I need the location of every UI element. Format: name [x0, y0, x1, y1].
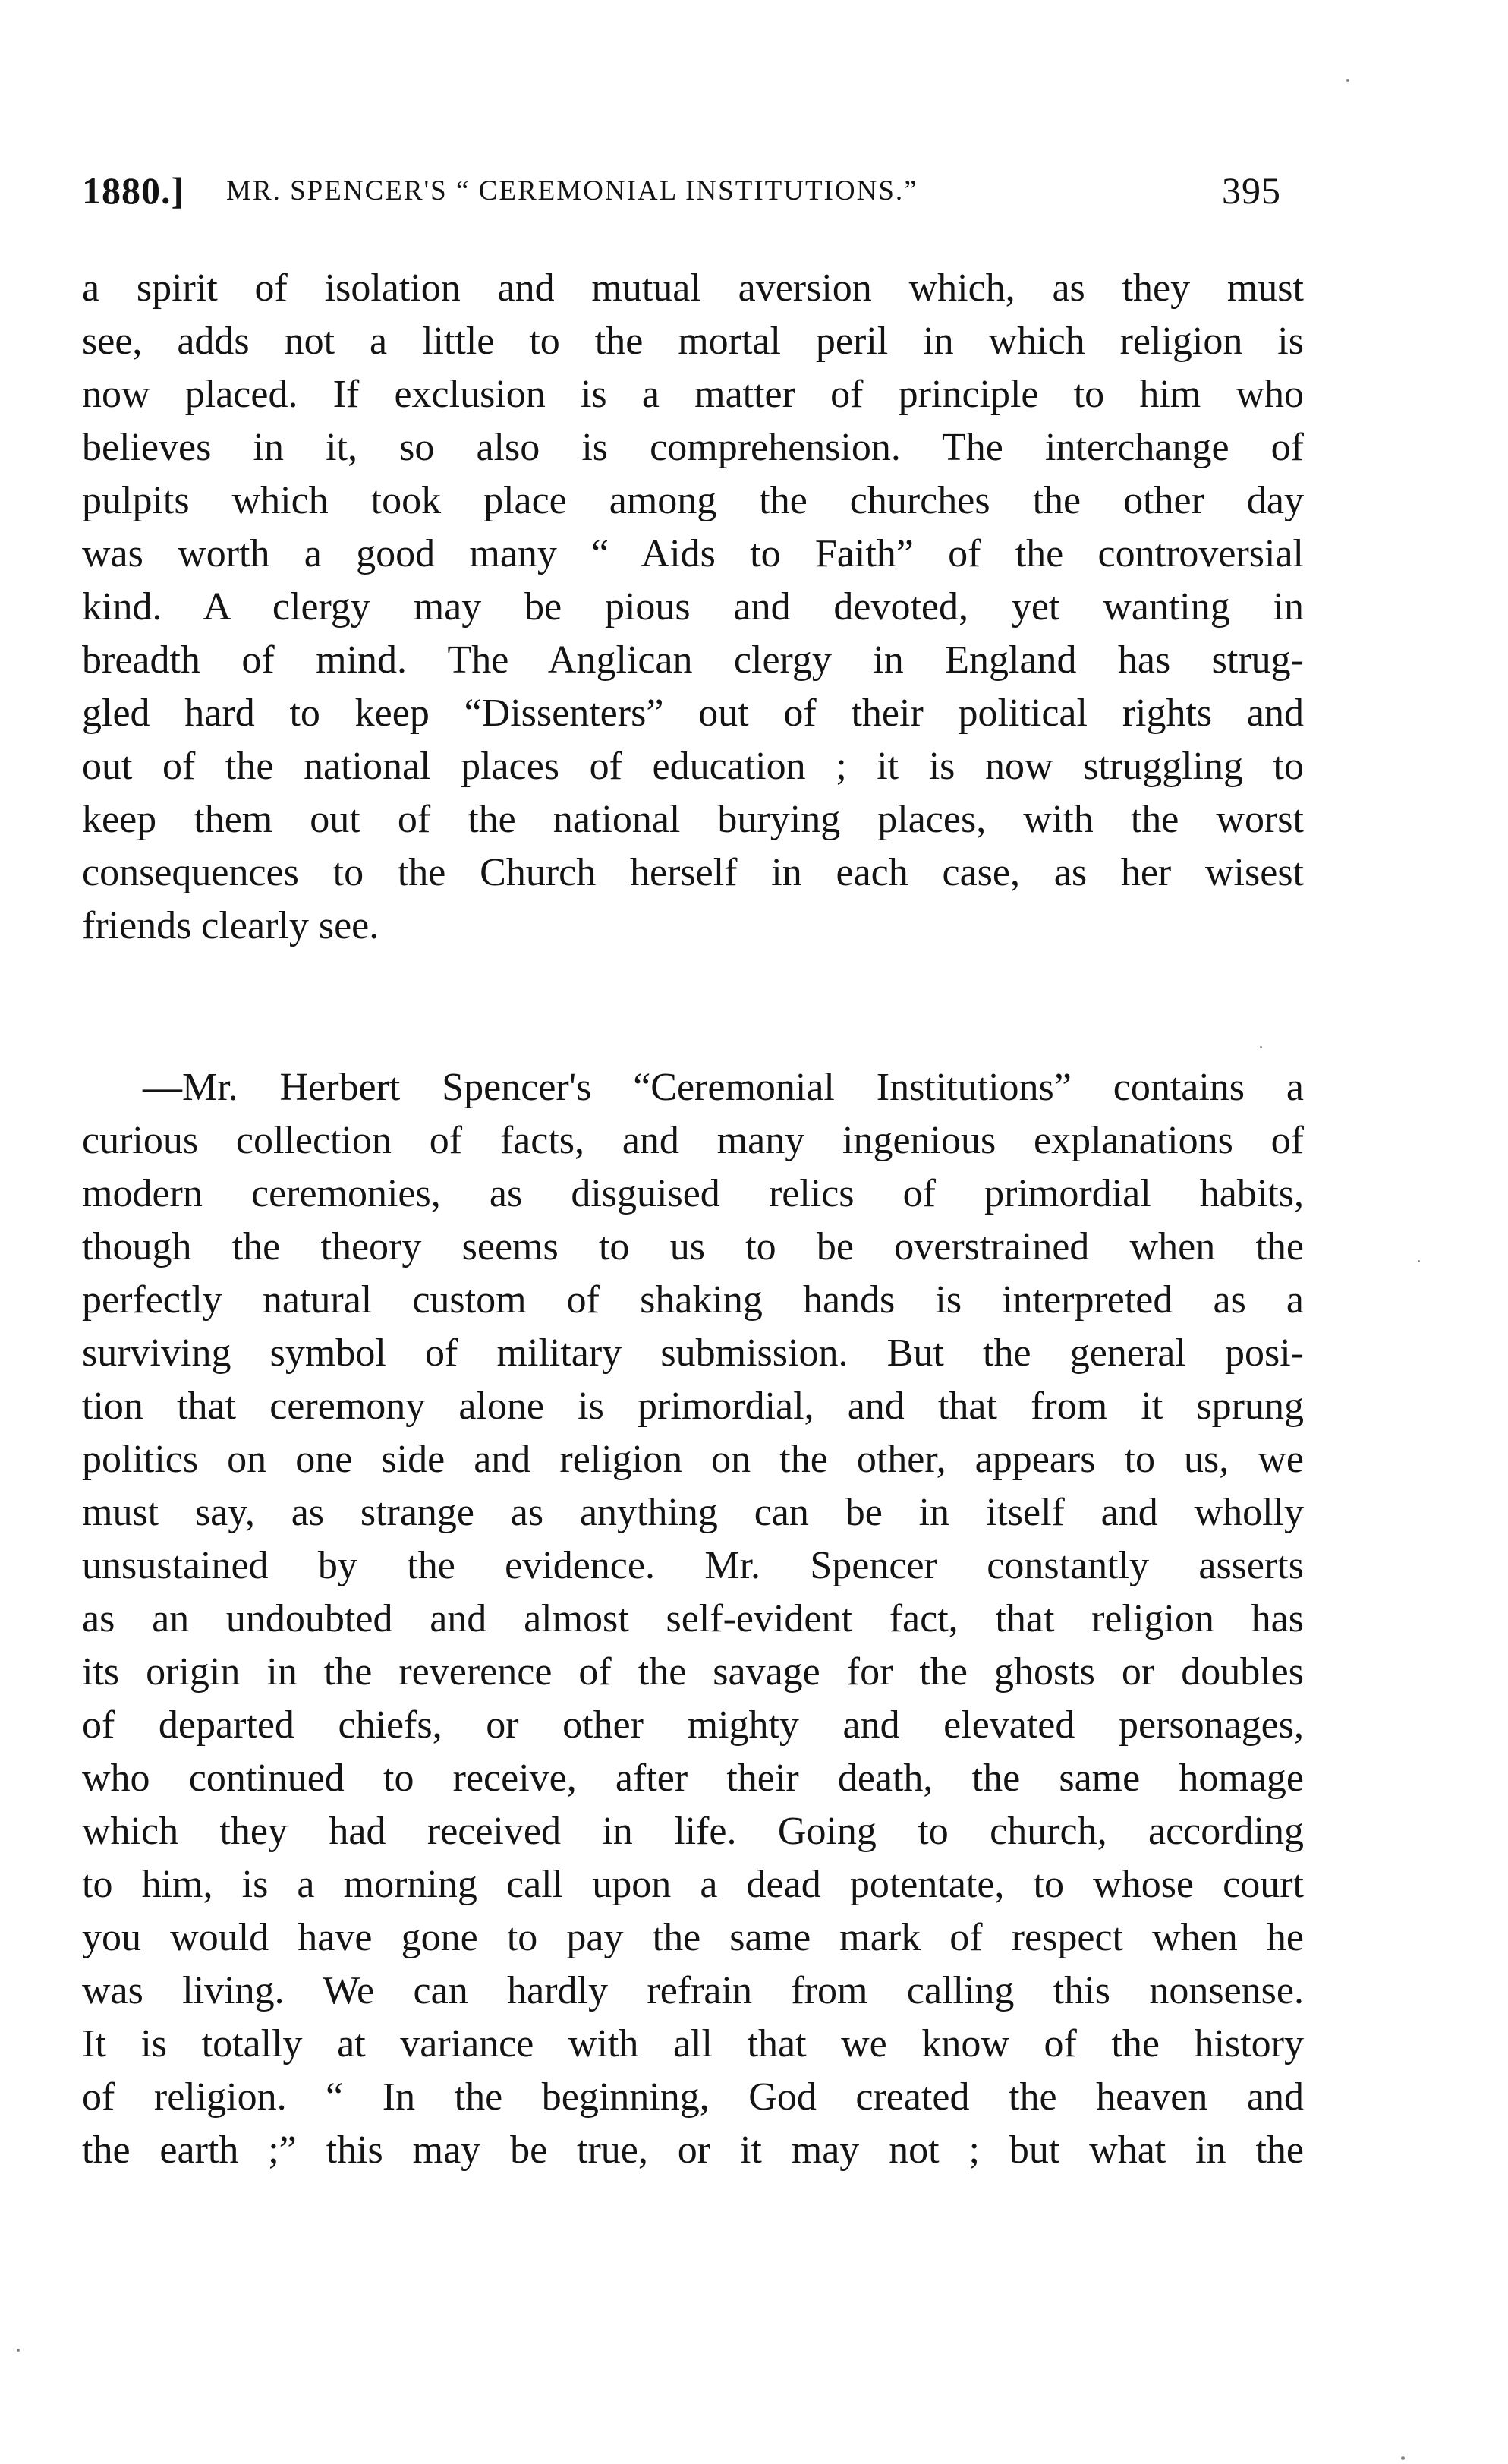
- text-line: unsustained by the evidence. Mr. Spencer constantly asserts: [82, 1544, 1304, 1587]
- text-line: curious collection of facts, and many ingenious explanations of: [82, 1119, 1304, 1162]
- text-line: out of the national places of education ; it is now struggling to: [82, 745, 1304, 788]
- text-line: a spirit of isolation and mutual aversion which, as they must: [82, 266, 1304, 310]
- text-line: kind. A clergy may be pious and devoted, yet wanting in: [82, 585, 1304, 629]
- text-line: you would have gone to pay the same mark of respect when he: [82, 1916, 1304, 1959]
- text-line: —Mr. Herbert Spencer's “Ceremonial Institutions” contains a: [143, 1066, 1304, 1109]
- text-line: of religion. “ In the beginning, God created the heaven and: [82, 2075, 1304, 2119]
- text-line: was living. We can hardly refrain from calling this nonsense.: [82, 1969, 1304, 2012]
- text-line: tion that ceremony alone is primordial, and that from it sprung: [82, 1385, 1304, 1428]
- scan-speck: [1401, 2456, 1405, 2460]
- text-line: its origin in the reverence of the savage for the ghosts or doubles: [82, 1650, 1304, 1694]
- scan-speck: [1346, 79, 1349, 82]
- paragraph-2: [82, 1061, 1304, 2177]
- text-line: though the theory seems to us to be overstrained when the: [82, 1225, 1304, 1268]
- text-line: surviving symbol of military submission. But the general posi-: [82, 1331, 1304, 1375]
- text-line: modern ceremonies, as disguised relics of primordial habits,: [82, 1172, 1304, 1215]
- text-line: keep them out of the national burying places, with the worst: [82, 798, 1304, 841]
- page-number: 395: [1222, 169, 1281, 212]
- running-head-date: 1880.]: [82, 169, 185, 212]
- scan-speck: [1418, 1260, 1420, 1262]
- text-line: now placed. If exclusion is a matter of principle to him who: [82, 373, 1304, 416]
- text-line: which they had received in life. Going to church, according: [82, 1810, 1304, 1853]
- text-line: perfectly natural custom of shaking hands is interpreted as a: [82, 1278, 1304, 1322]
- text-line: of departed chiefs, or other mighty and elevated personages,: [82, 1703, 1304, 1747]
- text-line: breadth of mind. The Anglican clergy in England has strug-: [82, 638, 1304, 682]
- text-line: to him, is a morning call upon a dead potentate, to whose court: [82, 1863, 1304, 1906]
- scan-speck: [1260, 1046, 1262, 1048]
- text-line: the earth ;” this may be true, or it may not ; but what in the: [82, 2128, 1304, 2172]
- running-head-title: MR. SPENCER'S “ CEREMONIAL INSTITUTIONS.”: [226, 175, 918, 206]
- running-head: [82, 169, 1304, 222]
- text-line: as an undoubted and almost self-evident fact, that religion has: [82, 1597, 1304, 1640]
- text-line: pulpits which took place among the churches the other day: [82, 479, 1304, 522]
- text-line: friends clearly see.: [82, 904, 379, 947]
- paragraph-1: [82, 262, 1304, 953]
- text-line: consequences to the Church herself in each case, as her wisest: [82, 851, 1304, 894]
- text-line: who continued to receive, after their death, the same homage: [82, 1757, 1304, 1800]
- text-line: politics on one side and religion on the other, appears to us, we: [82, 1438, 1304, 1481]
- text-line: see, adds not a little to the mortal peril in which religion is: [82, 320, 1304, 363]
- scan-speck: [17, 2349, 20, 2352]
- text-line: must say, as strange as anything can be in itself and wholly: [82, 1491, 1304, 1534]
- text-line: believes in it, so also is comprehension. The interchange of: [82, 426, 1304, 469]
- text-line: was worth a good many “ Aids to Faith” of the controversial: [82, 532, 1304, 575]
- text-line: gled hard to keep “Dissenters” out of their political rights and: [82, 692, 1304, 735]
- text-line: It is totally at variance with all that we know of the history: [82, 2022, 1304, 2065]
